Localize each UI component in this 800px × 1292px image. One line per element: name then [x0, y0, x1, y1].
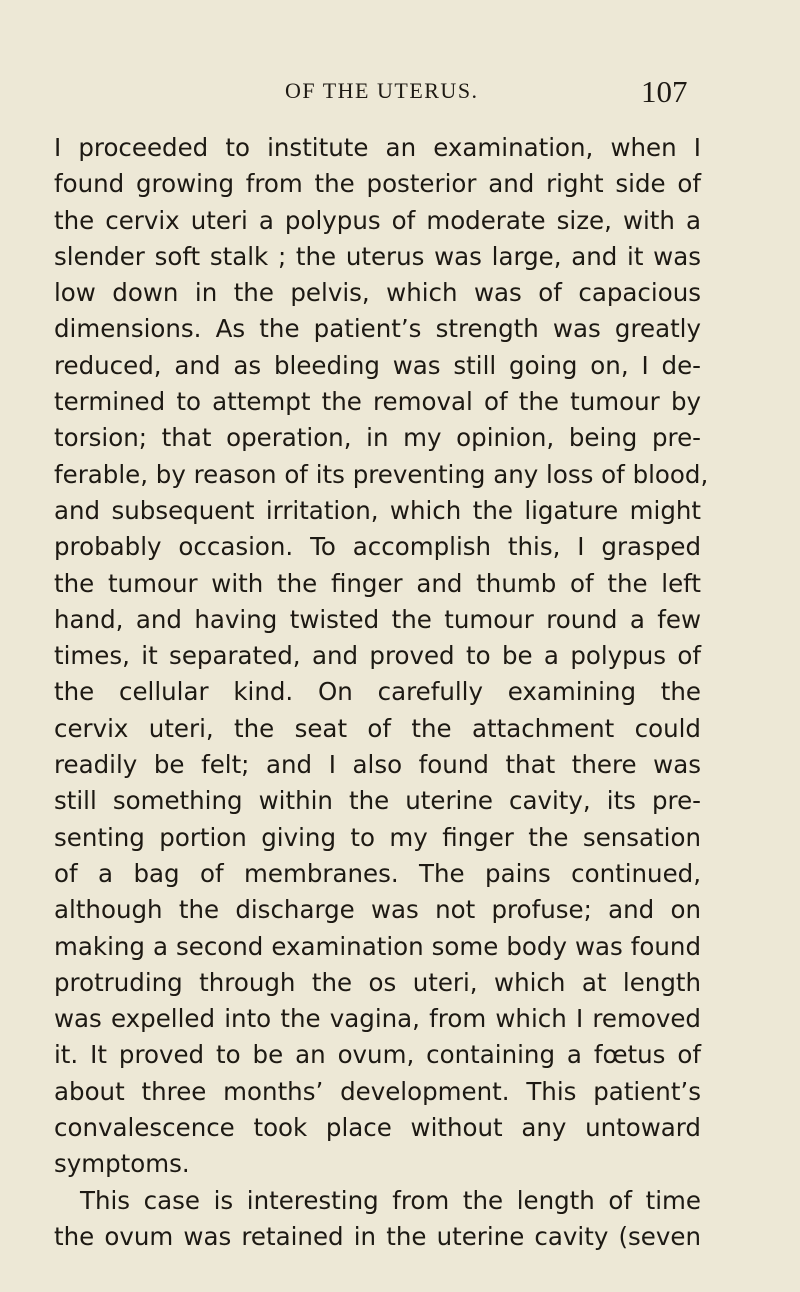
text-line-paragraph-start: This case is interesting from the length of time [80, 1185, 701, 1215]
text-line: termined to attempt the removal of the tumour by [54, 387, 701, 417]
text-line: the cellular kind. On carefully examining the [54, 677, 701, 707]
text-line: the ovum was retained in the uterine cavity (seven [54, 1221, 701, 1251]
text-line: and subsequent irritation, which the ligature might [54, 495, 701, 525]
body-text [54, 130, 709, 1255]
text-line: still something within the uterine cavity, its pre- [54, 786, 701, 816]
running-title: OF THE UTERUS. [285, 78, 479, 103]
text-line: I proceeded to institute an examination, when I [54, 133, 701, 162]
text-line: readily be felt; and I also found that there was [54, 750, 701, 780]
text-line: protruding through the os uteri, which at length [54, 967, 701, 997]
text-line: the tumour with the finger and thumb of the left [54, 568, 701, 598]
text-line: found growing from the posterior and right side of [54, 169, 701, 199]
text-line: slender soft stalk ; the uterus was large, and it was [54, 241, 701, 271]
text-line: convalescence took place without any untoward [54, 1113, 701, 1143]
text-line: low down in the pelvis, which was of capacious [54, 278, 701, 308]
text-line: dimensions. As the patient’s strength was greatly [54, 314, 701, 344]
text-line: torsion; that operation, in my opinion, being pre- [54, 423, 701, 453]
text-line: reduced, and as bleeding was still going on, I de- [54, 350, 701, 380]
text-line: it. It proved to be an ovum, containing a fœtus of [54, 1040, 701, 1070]
text-line-paragraph-end: symptoms. [54, 1149, 190, 1179]
text-line: hand, and having twisted the tumour round a few [54, 604, 701, 634]
text-line: was expelled into the vagina, from which I removed [54, 1004, 701, 1034]
text-line: times, it separated, and proved to be a polypus of [54, 641, 701, 671]
text-line: making a second examination some body was found [54, 931, 701, 961]
text-line: although the discharge was not profuse; and on [54, 895, 701, 925]
page-header [0, 74, 800, 118]
text-line: about three months’ development. This patient’s [54, 1076, 701, 1106]
text-line: senting portion giving to my finger the sensation [54, 822, 701, 852]
text-line: ferable, by reason of its preventing any loss of blood, [54, 459, 709, 489]
page-number: 107 [641, 74, 688, 109]
text-line: of a bag of membranes. The pains continued, [54, 858, 701, 888]
text-line: cervix uteri, the seat of the attachment could [54, 713, 701, 743]
text-line: probably occasion. To accomplish this, I grasped [54, 532, 701, 562]
text-line: the cervix uteri a polypus of moderate size, with a [54, 205, 701, 235]
